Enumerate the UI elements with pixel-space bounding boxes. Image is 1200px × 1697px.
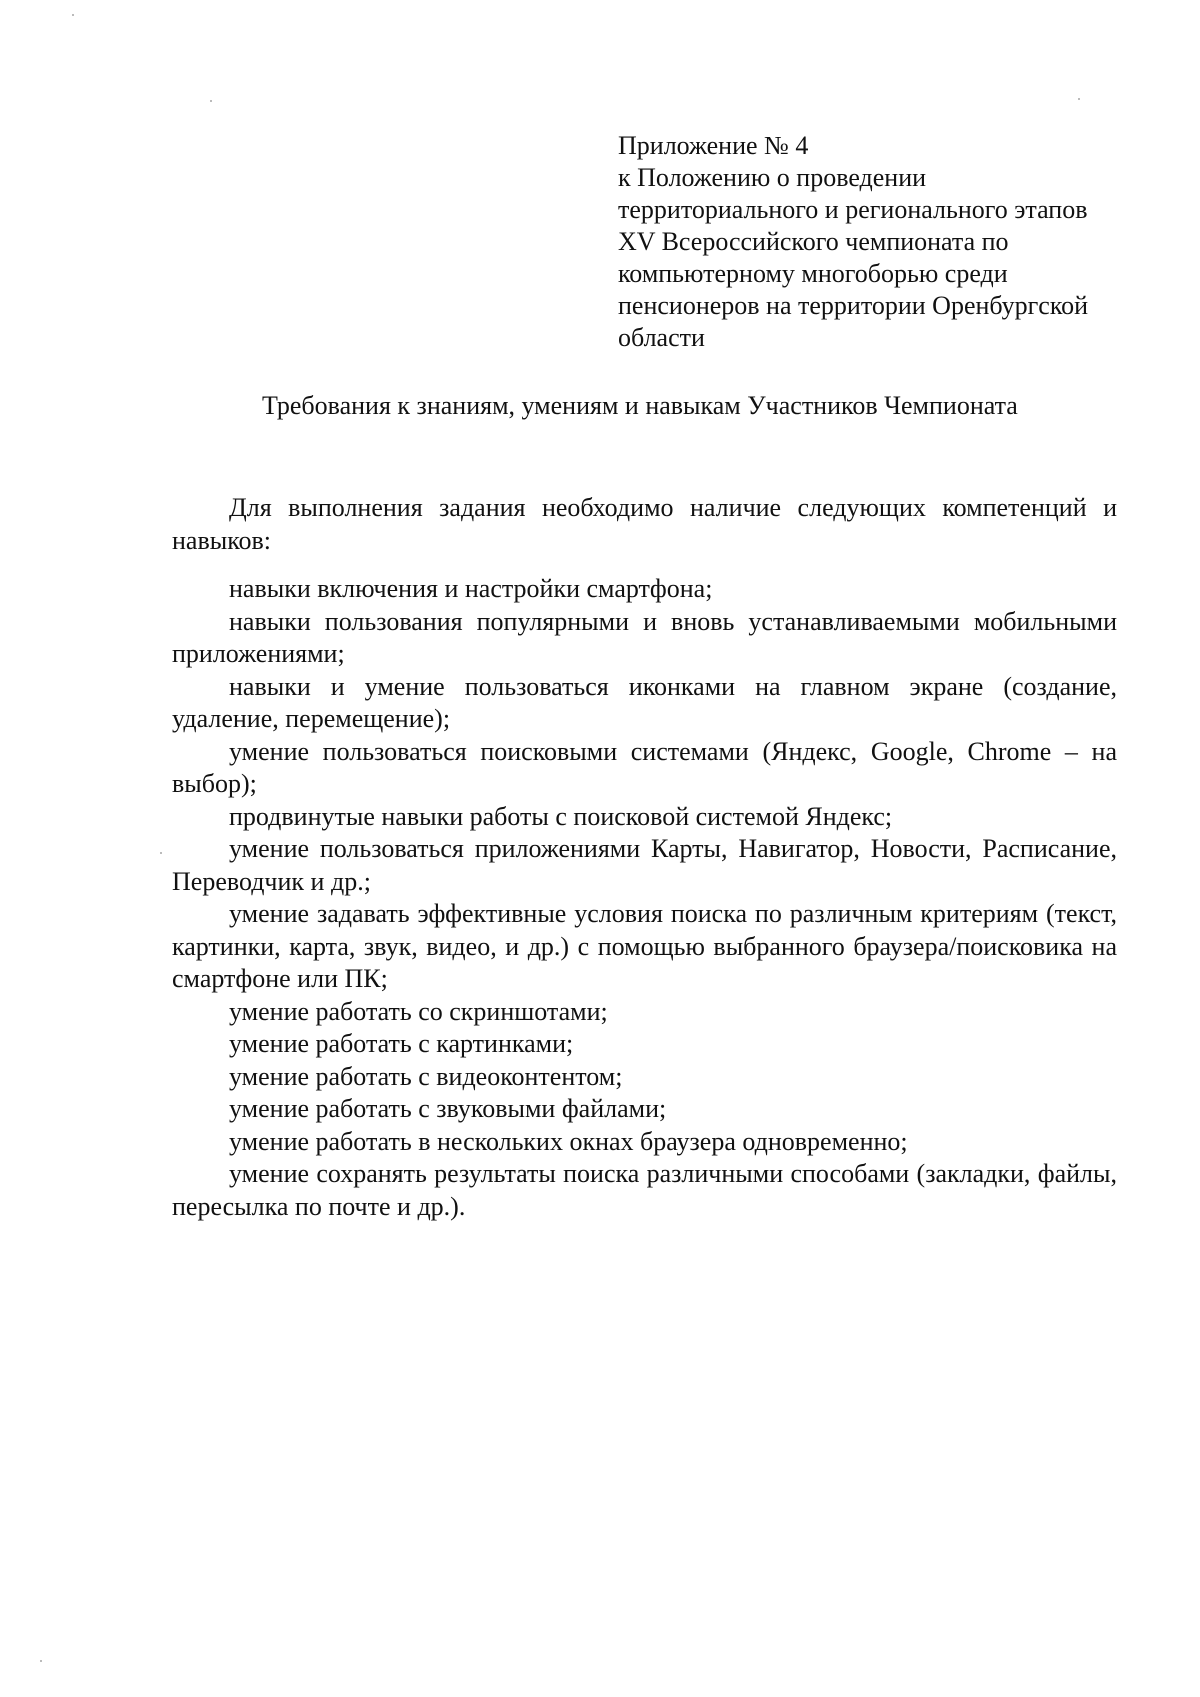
- scan-artifact: [72, 14, 74, 16]
- requirement-item: умение задавать эффективные условия поиска по различным критериям (текст, картинки, карта, звук, видео, и др.) с помощью выбранного браузера/поисковика на смартфоне или ПК;: [172, 899, 1117, 993]
- requirement-item: навыки включения и настройки смартфона;: [229, 574, 713, 603]
- appendix-line: территориального и регионального этапов: [618, 195, 1088, 224]
- requirement-item: умение работать в нескольких окнах браузера одновременно;: [229, 1126, 908, 1156]
- requirement-item: навыки и умение пользоваться иконками на главном экране (создание, удаление, перемещение);: [172, 671, 1117, 733]
- requirement-item: умение сохранять результаты поиска различными способами (закладки, файлы, пересылка по почте и др.).: [172, 1159, 1117, 1221]
- requirement-item: умение пользоваться поисковыми системами (Яндекс, Google, Chrome – на выбор);: [172, 736, 1117, 798]
- appendix-line: Приложение № 4: [618, 131, 809, 160]
- appendix-line: к Положению о проведении: [618, 163, 927, 192]
- scan-artifact: [40, 1660, 42, 1662]
- appendix-line: области: [618, 323, 705, 352]
- document-body: [172, 492, 1117, 1223]
- appendix-line: XV Всероссийского чемпионата по: [618, 227, 1009, 256]
- requirement-item: умение работать с картинками;: [229, 1029, 574, 1058]
- intro-paragraph: Для выполнения задания необходимо наличие следующих компетенций и навыков:: [172, 493, 1117, 555]
- appendix-line: компьютерному многоборью среди: [618, 259, 1008, 288]
- document-title: Требования к знаниям, умениям и навыкам Участников Чемпионата: [262, 391, 1018, 420]
- scan-artifact: [210, 100, 212, 102]
- requirement-item: навыки пользования популярными и вновь устанавливаемыми мобильными приложениями;: [172, 606, 1117, 668]
- appendix-heading: [618, 130, 1138, 354]
- requirement-item: продвинутые навыки работы с поисковой системой Яндекс;: [229, 801, 893, 831]
- appendix-line: пенсионеров на территории Оренбургской: [618, 291, 1089, 320]
- requirement-item: умение работать с звуковыми файлами;: [229, 1094, 667, 1123]
- requirement-item: умение пользоваться приложениями Карты, Навигатор, Новости, Расписание, Переводчик и др.;: [172, 834, 1117, 896]
- scan-artifact: [1078, 98, 1080, 100]
- requirement-item: умение работать со скриншотами;: [229, 996, 608, 1026]
- requirement-item: умение работать с видеоконтентом;: [229, 1061, 623, 1091]
- scan-artifact: [160, 852, 162, 854]
